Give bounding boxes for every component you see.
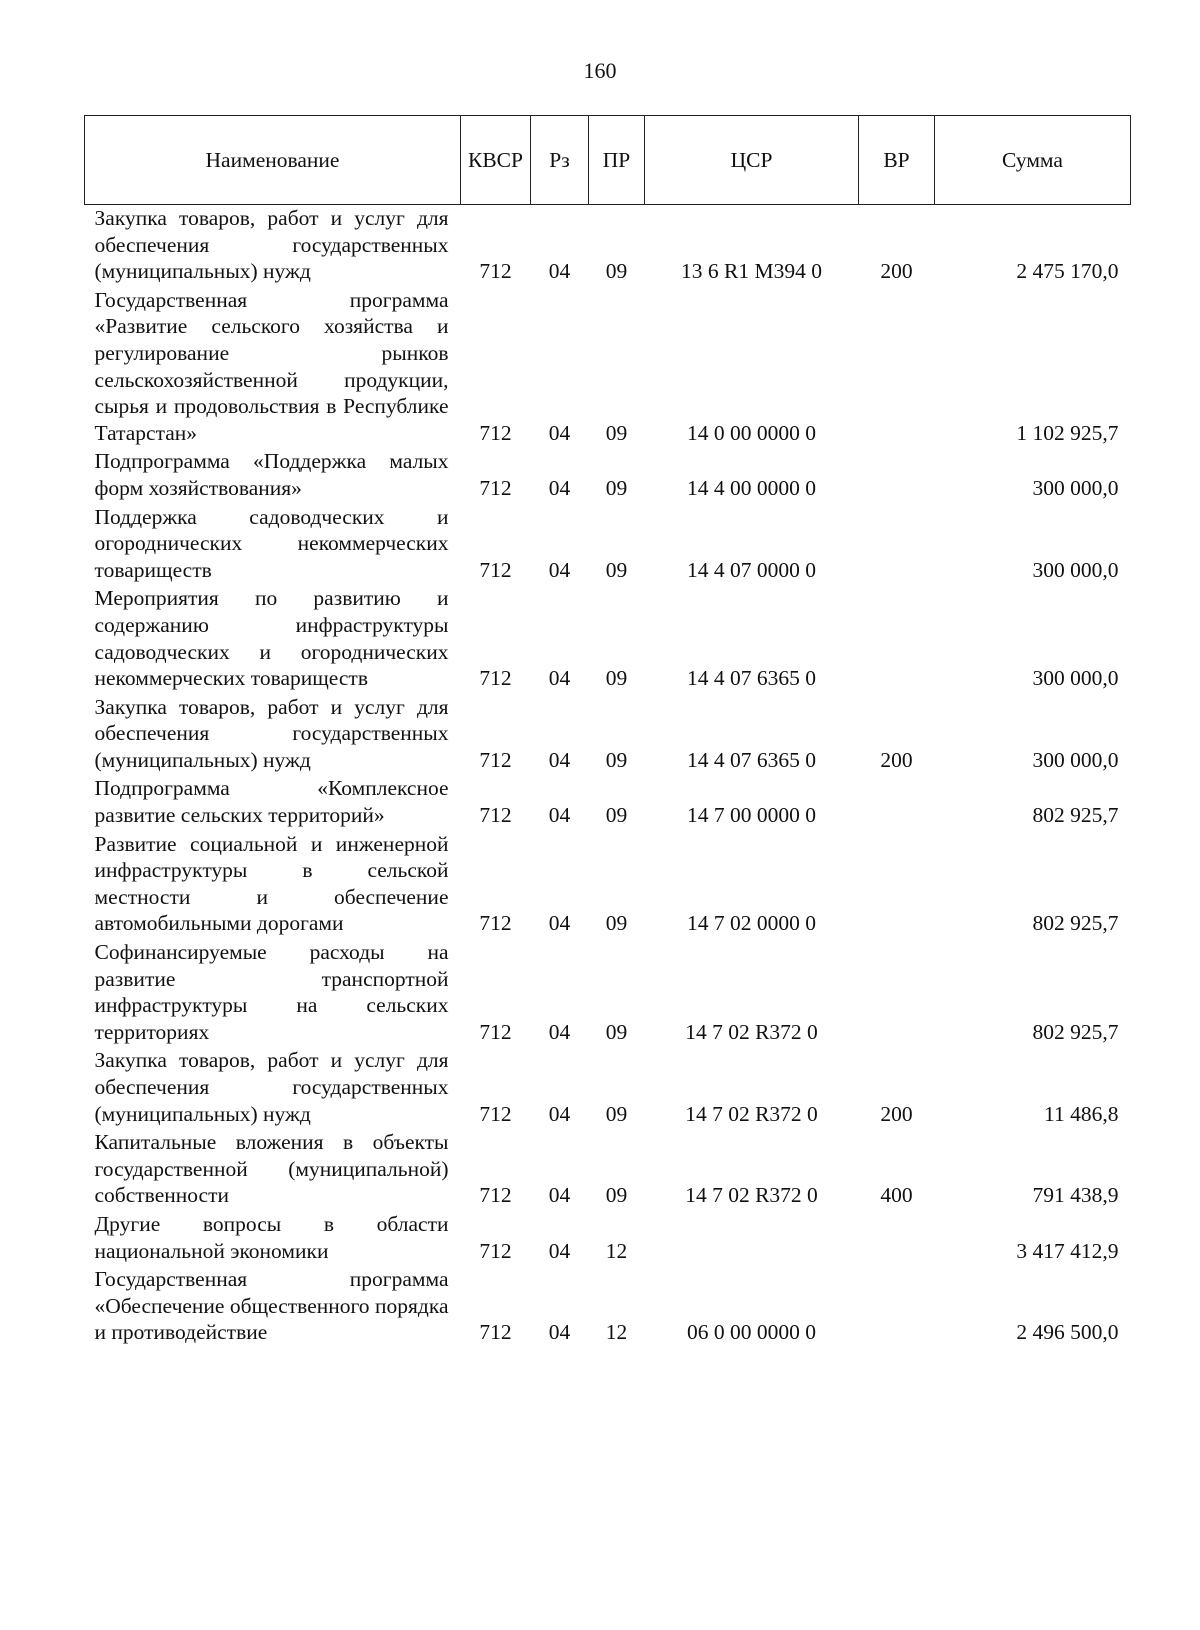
header-name: Наименование bbox=[85, 116, 461, 205]
cell-kvsr: 712 bbox=[479, 747, 512, 772]
cell-sum: 1 102 925,7 bbox=[1016, 420, 1119, 445]
page-number: 160 bbox=[583, 58, 617, 83]
cell-csr: 14 4 07 0000 0 bbox=[687, 557, 816, 582]
cell-csr: 14 7 02 R372 0 bbox=[685, 1183, 818, 1208]
cell-kvsr: 712 bbox=[479, 475, 512, 500]
header-pr: ПР bbox=[589, 116, 645, 205]
cell-csr: 13 6 R1 M394 0 bbox=[681, 259, 822, 284]
header-vr: ВР bbox=[859, 116, 935, 205]
cell-csr: 14 7 00 0000 0 bbox=[687, 803, 816, 828]
cell-vr: 400 bbox=[880, 1183, 913, 1208]
header-rz: Рз bbox=[531, 116, 589, 205]
cell-rz: 04 bbox=[548, 803, 571, 828]
cell-name: Государственная программа «Развитие сельского хозяйства и регулирование рынков сельскохозяйственной продукции, сырья и продовольствия в Республике Татарстан» bbox=[94, 287, 449, 445]
cell-name: Софинансируемые расходы на развитие транспортной инфраструктуры на сельских территориях bbox=[94, 940, 449, 1044]
cell-sum: 300 000,0 bbox=[1032, 666, 1119, 691]
cell-rz: 04 bbox=[548, 557, 571, 582]
cell-name: Другие вопросы в области национальной экономики bbox=[94, 1211, 449, 1263]
cell-pr: 09 bbox=[605, 1101, 628, 1126]
cell-sum: 791 438,9 bbox=[1032, 1183, 1119, 1208]
cell-vr bbox=[859, 1209, 935, 1264]
cell-pr: 09 bbox=[605, 911, 628, 936]
cell-pr: 09 bbox=[605, 259, 628, 284]
cell-rz: 04 bbox=[548, 911, 571, 936]
cell-pr: 09 bbox=[605, 1019, 628, 1044]
cell-rz: 04 bbox=[548, 420, 571, 445]
cell-name: Капитальные вложения в объекты государственной (муниципальной) собственности bbox=[94, 1130, 449, 1208]
cell-kvsr: 712 bbox=[479, 803, 512, 828]
cell-vr bbox=[859, 502, 935, 584]
cell-vr bbox=[859, 829, 935, 937]
cell-kvsr: 712 bbox=[479, 1238, 512, 1263]
header-kvsr: КВСР bbox=[461, 116, 531, 205]
table-row bbox=[85, 937, 1131, 1045]
cell-vr bbox=[859, 773, 935, 828]
cell-csr: 06 0 00 0000 0 bbox=[687, 1320, 816, 1345]
cell-rz: 04 bbox=[548, 1183, 571, 1208]
cell-pr: 09 bbox=[605, 803, 628, 828]
cell-pr: 09 bbox=[605, 1183, 628, 1208]
cell-pr: 09 bbox=[605, 747, 628, 772]
cell-name: Закупка товаров, работ и услуг для обеспечения государственных (муниципальных) нужд bbox=[94, 694, 449, 772]
cell-name: Подпрограмма «Поддержка малых форм хозяйствования» bbox=[94, 449, 449, 500]
table-row bbox=[85, 829, 1131, 937]
cell-rz: 04 bbox=[548, 666, 571, 691]
cell-sum: 11 486,8 bbox=[1044, 1101, 1119, 1126]
cell-sum: 802 925,7 bbox=[1032, 911, 1119, 936]
cell-kvsr: 712 bbox=[479, 557, 512, 582]
cell-pr: 09 bbox=[605, 475, 628, 500]
cell-csr: 14 0 00 0000 0 bbox=[687, 420, 816, 445]
cell-rz: 04 bbox=[548, 747, 571, 772]
cell-rz: 04 bbox=[548, 475, 571, 500]
table-row bbox=[85, 1264, 1131, 1346]
cell-vr bbox=[859, 583, 935, 691]
cell-vr bbox=[859, 285, 935, 447]
cell-name: Закупка товаров, работ и услуг для обеспечения государственных (муниципальных) нужд bbox=[94, 206, 449, 284]
cell-sum: 300 000,0 bbox=[1032, 747, 1119, 772]
cell-sum: 2 475 170,0 bbox=[1016, 259, 1119, 284]
header-csr: ЦСР bbox=[645, 116, 859, 205]
cell-name: Поддержка садоводческих и огороднических некоммерческих товариществ bbox=[94, 504, 449, 582]
header-sum: Сумма bbox=[935, 116, 1131, 205]
cell-pr: 12 bbox=[605, 1320, 628, 1345]
cell-rz: 04 bbox=[548, 1238, 571, 1263]
cell-kvsr: 712 bbox=[479, 911, 512, 936]
cell-sum: 300 000,0 bbox=[1032, 475, 1119, 500]
cell-csr: 14 4 07 6365 0 bbox=[687, 747, 816, 772]
cell-csr: 14 7 02 R372 0 bbox=[685, 1101, 818, 1126]
cell-csr bbox=[645, 1209, 859, 1264]
cell-kvsr: 712 bbox=[479, 259, 512, 284]
table-header-row bbox=[85, 116, 1131, 205]
cell-name: Мероприятия по развитию и содержанию инфраструктуры садоводческих и огороднических некоммерческих товариществ bbox=[94, 586, 449, 691]
cell-vr bbox=[859, 937, 935, 1045]
cell-kvsr: 712 bbox=[479, 420, 512, 445]
cell-pr: 12 bbox=[605, 1238, 628, 1263]
cell-rz: 04 bbox=[548, 1019, 571, 1044]
cell-pr: 09 bbox=[605, 420, 628, 445]
cell-csr: 14 4 00 0000 0 bbox=[687, 475, 816, 500]
table-row bbox=[85, 1209, 1131, 1264]
table-row bbox=[85, 1127, 1131, 1209]
cell-csr: 14 4 07 6365 0 bbox=[687, 666, 816, 691]
table-row bbox=[85, 446, 1131, 501]
cell-sum: 300 000,0 bbox=[1032, 557, 1119, 582]
cell-name: Развитие социальной и инженерной инфраструктуры в сельской местности и обеспечение автомобильными дорогами bbox=[94, 831, 449, 936]
cell-vr: 200 bbox=[880, 747, 913, 772]
cell-csr: 14 7 02 R372 0 bbox=[685, 1019, 818, 1044]
table-row bbox=[85, 692, 1131, 774]
cell-csr: 14 7 02 0000 0 bbox=[687, 911, 816, 936]
cell-pr: 09 bbox=[605, 557, 628, 582]
cell-vr bbox=[859, 1264, 935, 1346]
cell-pr: 09 bbox=[605, 666, 628, 691]
table-row bbox=[85, 502, 1131, 584]
cell-kvsr: 712 bbox=[479, 1019, 512, 1044]
cell-vr: 200 bbox=[880, 259, 913, 284]
cell-sum: 802 925,7 bbox=[1032, 803, 1119, 828]
cell-kvsr: 712 bbox=[479, 666, 512, 691]
cell-kvsr: 712 bbox=[479, 1101, 512, 1126]
cell-rz: 04 bbox=[548, 1320, 571, 1345]
cell-vr bbox=[859, 446, 935, 501]
table-body bbox=[85, 205, 1131, 1346]
cell-name: Подпрограмма «Комплексное развитие сельских территорий» bbox=[94, 776, 449, 828]
cell-kvsr: 712 bbox=[479, 1183, 512, 1208]
cell-rz: 04 bbox=[548, 259, 571, 284]
budget-table bbox=[84, 115, 1131, 1346]
table-row bbox=[85, 773, 1131, 828]
table-row bbox=[85, 1045, 1131, 1127]
cell-name: Государственная программа «Обеспечение общественного порядка и противодействие bbox=[94, 1267, 449, 1345]
cell-sum: 3 417 412,9 bbox=[1016, 1238, 1119, 1263]
cell-sum: 2 496 500,0 bbox=[1016, 1320, 1119, 1345]
cell-sum: 802 925,7 bbox=[1032, 1019, 1119, 1044]
cell-kvsr: 712 bbox=[479, 1320, 512, 1345]
table-row bbox=[85, 583, 1131, 691]
cell-vr: 200 bbox=[880, 1101, 913, 1126]
table-row bbox=[85, 205, 1131, 285]
cell-name: Закупка товаров, работ и услуг для обеспечения государственных (муниципальных) нужд bbox=[94, 1048, 449, 1126]
table-row bbox=[85, 285, 1131, 447]
cell-rz: 04 bbox=[548, 1101, 571, 1126]
